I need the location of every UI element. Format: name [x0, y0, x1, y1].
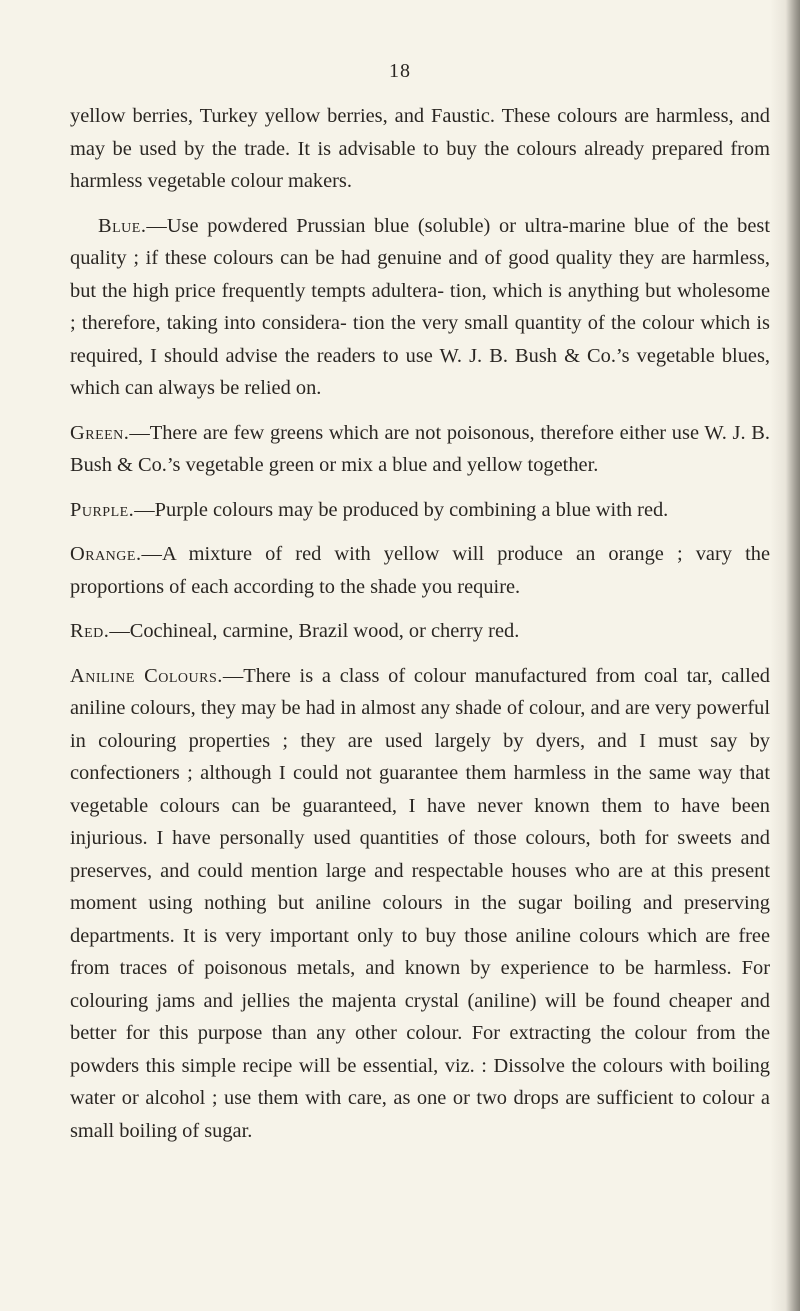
paragraph-orange: [70, 538, 770, 603]
paragraph-text: —A mixture of red with yellow will produce an orange ; vary the proportions of each according to the shade you require.: [70, 543, 770, 598]
paragraph-red: [70, 615, 770, 648]
section-heading-blue: Blue.: [98, 214, 147, 237]
paragraph-text: yellow berries, Turkey yellow berries, and Faustic. These colours are harmless, and may be used by the trade. It is advisable to buy the colours already prepared from harmless vegetable colour makers.: [70, 105, 770, 192]
paragraph-text: —Use powdered Prussian blue (soluble) or ultra-marine blue of the best quality ; if these colours can be had genuine and of good quality they are harmless, but the high price frequently tempts adultera- tion, which is anything but wholesome ; therefore, taking into considera- tion the very small quantity of the colour which is required, I should advise the readers to use W. J. B. Bush & Co.’s vegetable blues, which can always be relied on.: [70, 214, 770, 399]
section-heading-orange: Orange.: [70, 543, 142, 565]
page-edge-shadow: [786, 0, 800, 1311]
paragraph-green: [70, 417, 770, 482]
page-number: 18: [389, 60, 411, 82]
section-heading-aniline: Aniline Colours.: [70, 664, 223, 687]
paragraph-purple: [70, 494, 770, 527]
paragraph-aniline: [70, 660, 770, 1148]
paragraph-blue: [70, 210, 770, 405]
paragraph-text: —There is a class of colour manufactured from coal tar, called aniline colours, they may be had in almost any shade of colour, and are very powerful in colouring properties ; they are used largely by dyers, and I must say by confectioners ; although I could not guarantee them harmless in the same way that vegetable colours can be guaranteed, I have never known them to have been injurious. I have personally used quantities of those colours, both for sweets and preserves, and could mention large and respectable houses who are at this present moment using nothing but aniline colours in the sugar boiling and preserving departments. It is very important only to buy those aniline colours which are free from traces of poisonous metals, and known by experience to be harmless. For colouring jams and jellies the majenta crystal (aniline) will be found cheaper and better for this purpose than any other colour. For extracting the colour from the powders this simple recipe will be essential, viz. : Dissolve the colours with boiling water or alcohol ; use them with care, as one or two drops are sufficient to colour a small boiling of sugar.: [70, 664, 770, 1142]
section-heading-purple: Purple.: [70, 498, 135, 521]
paragraph-text: —There are few greens which are not poisonous, therefore either use W. J. B. Bush & Co.’s vegetable green or mix a blue and yellow together.: [70, 421, 770, 476]
paragraph-text: —Cochineal, carmine, Brazil wood, or cherry red.: [109, 620, 520, 642]
section-heading-red: Red.: [70, 620, 110, 642]
paragraph-text: —Purple colours may be produced by combining a blue with red.: [134, 498, 669, 521]
section-heading-green: Green.: [70, 421, 130, 444]
body-text: [70, 100, 770, 1159]
paragraph-intro: [70, 100, 770, 198]
